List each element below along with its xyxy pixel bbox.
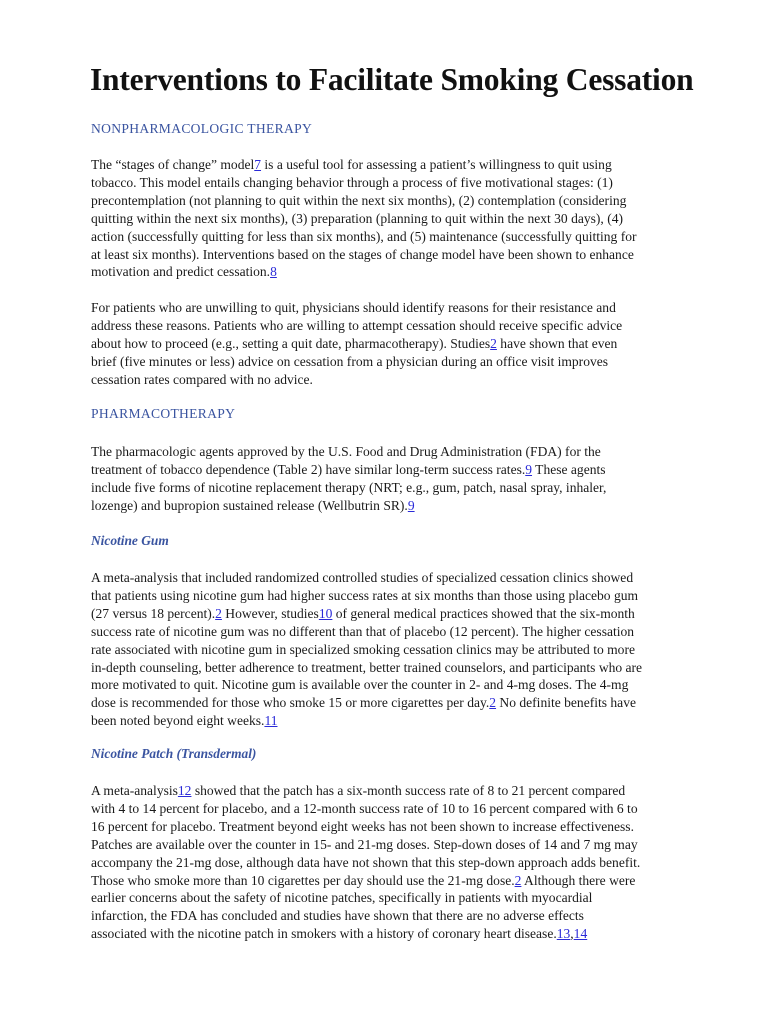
- text-line: infarction, the FDA has concluded and studies have shown that there are no adverse effects: [91, 908, 584, 924]
- reference-link-8[interactable]: 8: [270, 264, 277, 280]
- text-run: have shown that even: [496, 335, 618, 351]
- text-line: more motivated to quit. Nicotine gum is available over the counter in 2- and 4-mg doses. The 4-mg: [91, 677, 629, 693]
- text-line: earlier concerns about the safety of nicotine patches, specifically in patients with myocardial: [91, 890, 593, 906]
- text-line: include five forms of nicotine replacement therapy (NRT; e.g., gum, patch, nasal spray, inhaler,: [91, 479, 607, 495]
- text-line: rate associated with nicotine gum in specialized smoking cessation clinics may be attributed to more: [91, 641, 635, 657]
- reference-link-12[interactable]: 12: [177, 783, 192, 798]
- text-line: [91, 335, 711, 353]
- paragraph-nicotine-patch: [91, 782, 711, 943]
- text-run: about how to proceed (e.g., setting a quit date, pharmacotherapy). Studies: [91, 335, 491, 351]
- reference-link-14[interactable]: 14: [573, 926, 588, 942]
- text-line: 16 percent for placebo. Treatment beyond eight weeks has not been shown to increase effectiveness.: [91, 818, 634, 834]
- reference-link-9[interactable]: 9: [407, 497, 415, 513]
- text-run: The “stages of change” model: [91, 157, 255, 172]
- text-line: [91, 263, 711, 281]
- text-line: precontemplation (not planning to quit within the next six months), (2) contemplation (considering: [91, 192, 627, 208]
- text-run: lozenge) and bupropion sustained release (Wellbutrin SR).: [91, 497, 408, 513]
- page-title: Interventions to Facilitate Smoking Cessation: [90, 62, 694, 97]
- text-line: [91, 156, 711, 174]
- text-run: A meta-analysis: [91, 783, 178, 798]
- text-run: No definite benefits have: [496, 695, 636, 711]
- text-line: [91, 782, 711, 800]
- text-line: The pharmacologic agents approved by the U.S. Food and Drug Administration (FDA) for the: [91, 444, 601, 459]
- text-line: action (successfully quitting for less than six months), and (5) maintenance (successfully quitting for: [91, 228, 637, 244]
- text-run: Although there were: [521, 872, 636, 888]
- text-line: For patients who are unwilling to quit, physicians should identify reasons for their resistance and: [91, 300, 616, 315]
- reference-link-7[interactable]: 7: [254, 157, 262, 172]
- paragraph-fda-agents: [91, 443, 711, 515]
- text-line: [91, 872, 711, 890]
- text-run: been noted beyond eight weeks.: [91, 713, 265, 729]
- paragraph-nicotine-gum: [91, 569, 711, 730]
- text-line: [91, 694, 711, 712]
- reference-link-2[interactable]: 2: [490, 335, 497, 351]
- text-run: is a useful tool for assessing a patient’s willingness to quit using: [261, 157, 612, 172]
- text-line: [91, 925, 711, 943]
- text-line: A meta-analysis that included randomized controlled studies of specialized cessation clinics showed: [91, 570, 634, 585]
- reference-link-9[interactable]: 9: [525, 461, 533, 477]
- text-line: Patches are available over the counter in 15- and 21-mg doses. Step-down doses of 14 and 7 mg may: [91, 836, 638, 852]
- text-line: brief (five minutes or less) advice on cessation from a physician during an office visit improves: [91, 353, 609, 369]
- section-heading-nonpharmacologic: NONPHARMACOLOGIC THERAPY: [91, 121, 313, 136]
- text-run: associated with the nicotine patch in smokers with a history of coronary heart disease.: [91, 926, 557, 942]
- text-line: accompany the 21-mg dose, although data have not shown that this step-down approach adds benefit.: [91, 854, 641, 870]
- text-line: with 4 to 14 percent for placebo, and a 12-month success rate of 10 to 16 percent compared with 6 to: [91, 800, 638, 816]
- text-run: motivation and predict cessation.: [91, 264, 271, 280]
- text-run: treatment of tobacco dependence (Table 2) have similar long-term success rates.: [91, 461, 526, 477]
- text-line: success rate of nicotine gum was no different than that of placebo (12 percent). The higher cessation: [91, 623, 635, 639]
- reference-link-11[interactable]: 11: [264, 713, 278, 729]
- text-run: (27 versus 18 percent).: [91, 605, 216, 621]
- text-line: quitting within the next six months), (3) preparation (planning to quit within the next 30 days), (4): [91, 210, 624, 226]
- text-run: Those who smoke more than 10 cigarettes per day should use the 21-mg dose.: [91, 872, 515, 888]
- text-run: However, studies: [221, 605, 319, 621]
- reference-link-2[interactable]: 2: [514, 872, 522, 888]
- subsection-heading-nicotine-gum: Nicotine Gum: [91, 533, 169, 548]
- paragraph-stages-of-change: [91, 156, 711, 281]
- subsection-heading-nicotine-patch: Nicotine Patch (Transdermal): [91, 746, 257, 761]
- reference-link-2[interactable]: 2: [215, 605, 222, 621]
- text-run: dose is recommended for those who smoke 15 or more cigarettes per day.: [91, 695, 490, 711]
- text-line: [91, 497, 711, 515]
- text-run: showed that the patch has a six-month success rate of 8 to 21 percent compared: [191, 783, 626, 798]
- text-line: [91, 605, 711, 623]
- text-line: [91, 461, 711, 479]
- text-line: in-depth counseling, better adherence to treatment, better trained counselors, and participants who are: [91, 659, 643, 675]
- text-run: These agents: [532, 461, 606, 477]
- reference-link-2[interactable]: 2: [489, 695, 497, 711]
- section-heading-pharmacotherapy: PHARMACOTHERAPY: [91, 406, 236, 421]
- reference-link-13[interactable]: 13: [556, 926, 571, 942]
- text-run: of general medical practices showed that the six-month: [332, 605, 635, 621]
- reference-link-10[interactable]: 10: [318, 605, 333, 621]
- text-line: at least six months). Interventions based on the stages of change model have been shown to enhance: [91, 246, 634, 262]
- text-line: address these reasons. Patients who are willing to attempt cessation should receive specific advice: [91, 317, 623, 333]
- text-line: tobacco. This model entails changing behavior through a process of five motivational stages: (1): [91, 174, 613, 190]
- text-line: that patients using nicotine gum had higher success rates at six months than those using placebo gum: [91, 587, 639, 603]
- text-line: [91, 712, 711, 730]
- separator-comma: ,: [570, 926, 574, 942]
- text-line: cessation rates compared with no advice.: [91, 371, 313, 387]
- paragraph-unwilling-to-quit: [91, 299, 711, 389]
